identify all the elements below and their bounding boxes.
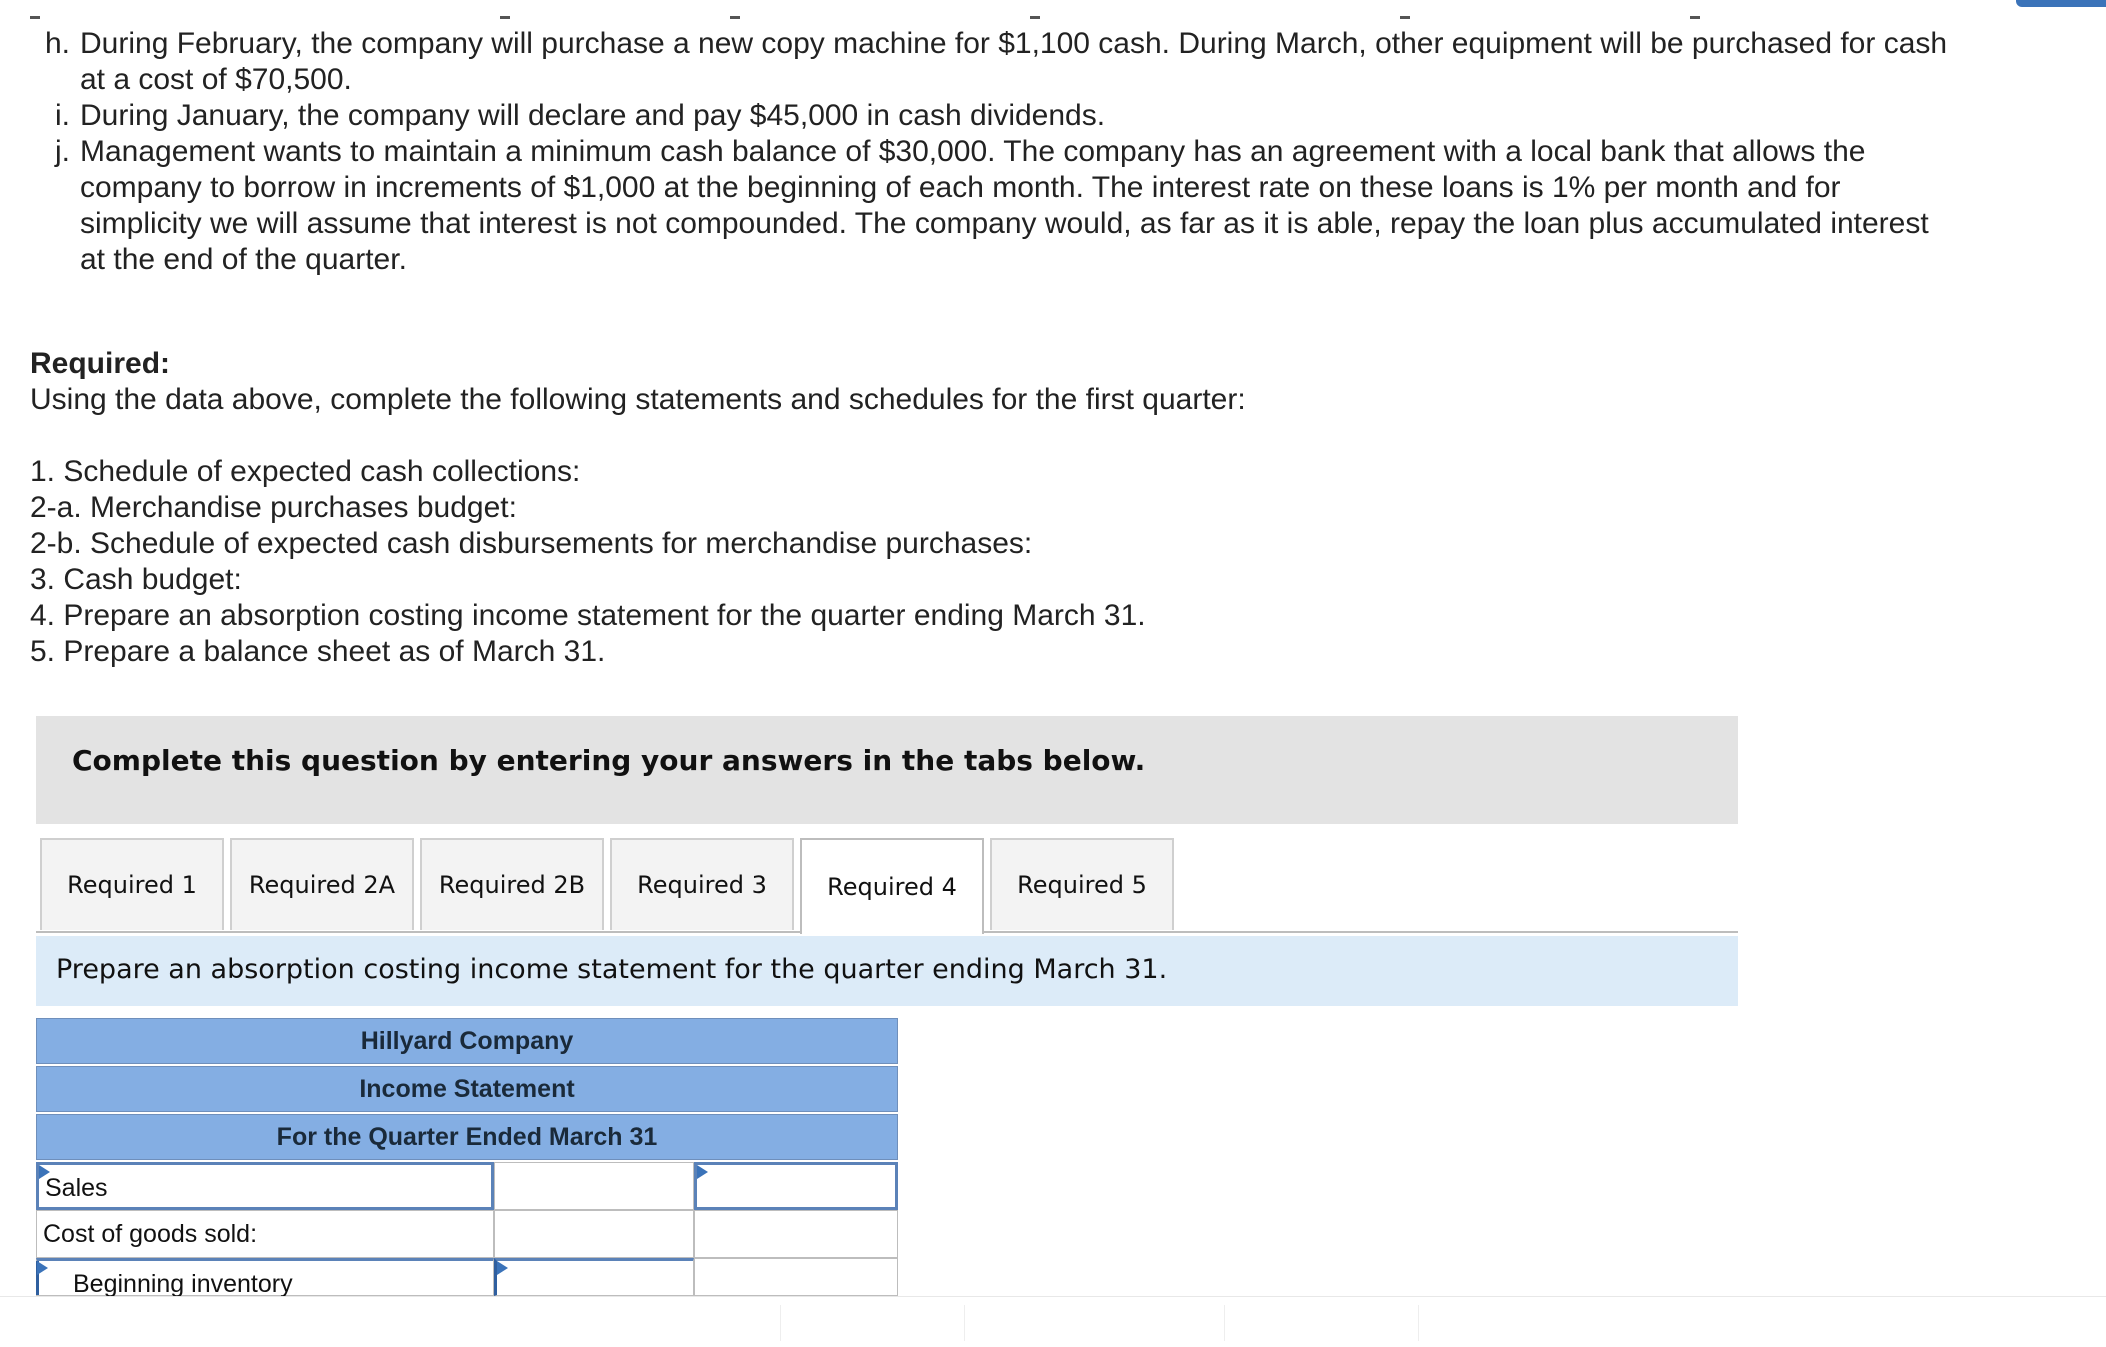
tab-required-2b[interactable]: Required 2B xyxy=(420,838,604,930)
tab-required-5[interactable]: Required 5 xyxy=(990,838,1174,930)
tab-required-2a[interactable]: Required 2A xyxy=(230,838,414,930)
question-text xyxy=(30,26,1950,278)
income-statement xyxy=(36,1018,898,1296)
required-list-item: 5. Prepare a balance sheet as of March 31. xyxy=(30,635,606,668)
clipped-text-marks xyxy=(30,16,1730,22)
statement-company: Hillyard Company xyxy=(36,1018,898,1064)
beginning-inventory-right-cell xyxy=(694,1258,898,1296)
cogs-mid-cell xyxy=(494,1210,694,1258)
sales-label-input[interactable]: Sales xyxy=(36,1162,494,1210)
required-list-item: 4. Prepare an absorption costing income statement for the quarter ending March 31. xyxy=(30,599,1146,632)
dropdown-flag-icon xyxy=(497,1261,508,1275)
sales-amount-input[interactable] xyxy=(694,1162,898,1210)
dropdown-flag-icon xyxy=(39,1165,50,1179)
tab-required-3[interactable]: Required 3 xyxy=(610,838,794,930)
statement-title: Income Statement xyxy=(36,1066,898,1112)
sales-mid-input[interactable] xyxy=(494,1162,694,1210)
beginning-inventory-input[interactable]: Beginning inventory xyxy=(36,1258,494,1296)
required-list-item: 2-b. Schedule of expected cash disbursements for merchandise purchases: xyxy=(30,527,1033,560)
prompt-text: Prepare an absorption costing income statement for the quarter ending March 31. xyxy=(56,954,1168,985)
question-item-i: i. During January, the company will declare and pay $45,000 in cash dividends. xyxy=(55,99,1106,132)
instruction-text: Complete this question by entering your answers in the tabs below. xyxy=(72,744,1146,777)
question-item-j: j. Management wants to maintain a minimum cash balance of $30,000. The company has an agreement with a local bank that allows the company to borrow in increments of $1,000 at the beginning of each month. The interest rate on these loans is 1% per month and for simplicity we will assume that interest is not compounded. The company would, as far as it is able, repay the loan plus accumulated interest at the end of the quarter. xyxy=(55,135,1929,276)
required-list-item: 3. Cash budget: xyxy=(30,563,242,596)
table-row xyxy=(36,1258,898,1296)
table-row xyxy=(36,1162,898,1210)
bottom-fade xyxy=(0,1296,2106,1347)
instruction-box xyxy=(36,716,1738,824)
top-accent-bar xyxy=(2016,0,2106,7)
table-row xyxy=(36,1210,898,1258)
tab-required-4[interactable]: Required 4 xyxy=(800,838,984,934)
tab-required-1[interactable]: Required 1 xyxy=(40,838,224,930)
beginning-inventory-amount-input[interactable] xyxy=(494,1258,694,1296)
required-list-item: 2-a. Merchandise purchases budget: xyxy=(30,491,517,524)
cogs-label: Cost of goods sold: xyxy=(36,1210,494,1258)
dropdown-flag-icon xyxy=(697,1165,708,1179)
question-item-h: h. During February, the company will purchase a new copy machine for $1,100 cash. During March, other equipment will be purchased for cash at a cost of $70,500. xyxy=(44,27,1948,96)
required-list-item: 1. Schedule of expected cash collections: xyxy=(30,455,581,488)
required-intro: Using the data above, complete the following statements and schedules for the first quarter: xyxy=(30,383,1246,416)
dropdown-flag-icon xyxy=(37,1261,48,1275)
required-heading: Required: xyxy=(30,347,171,380)
required-list xyxy=(30,454,1146,670)
tab-bar xyxy=(40,838,1738,932)
prompt-bar xyxy=(36,936,1738,1006)
cogs-right-cell xyxy=(694,1210,898,1258)
statement-period: For the Quarter Ended March 31 xyxy=(36,1114,898,1160)
